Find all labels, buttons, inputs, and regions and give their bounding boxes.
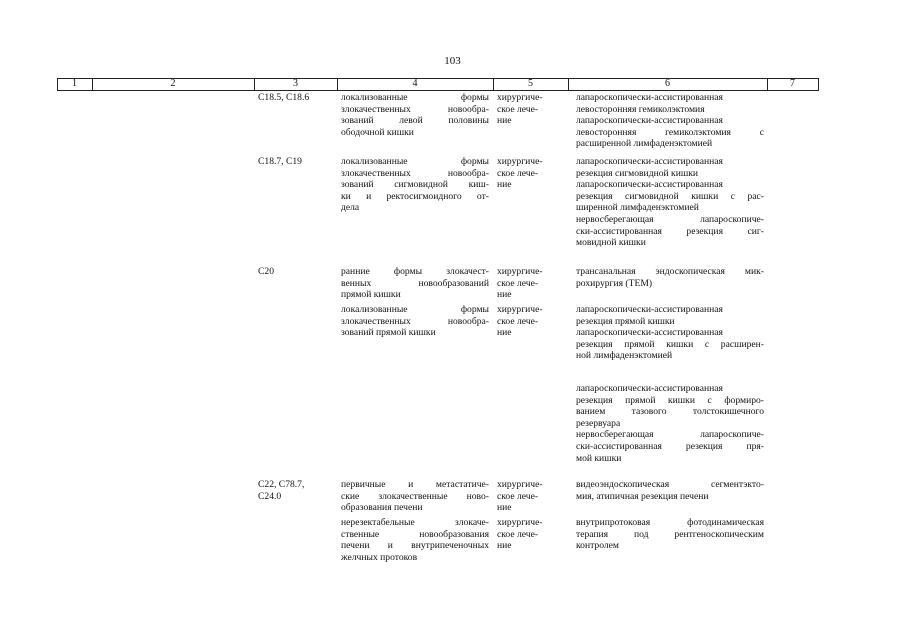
cell-line: ское лече- xyxy=(497,490,539,502)
cell-method xyxy=(576,92,764,150)
cell-condition xyxy=(341,266,489,301)
cell-line: ское лече- xyxy=(497,277,539,289)
cell-line: ние xyxy=(497,327,512,339)
cell-treatment xyxy=(497,304,564,339)
cell-line: ственные новообразования xyxy=(341,528,489,540)
cell-line: трансанальная эндоскопическая мик- xyxy=(576,266,764,277)
cell-line: ванием тазового толстокишечного xyxy=(576,406,764,418)
cell-code xyxy=(258,92,332,104)
cell-treatment xyxy=(497,479,564,514)
cell-line: нервосберегающая лапароскопиче- xyxy=(576,429,764,441)
cell-line: мия, атипичная резекция печени xyxy=(576,490,709,502)
cell-line: ранние формы злокачест- xyxy=(341,266,489,277)
cell-line: контролем xyxy=(576,540,619,552)
cell-condition xyxy=(341,92,489,138)
cell-line: резервуара xyxy=(576,417,621,429)
cell-method xyxy=(576,383,764,464)
cell-line: мой кишки xyxy=(576,452,622,464)
cell-line: нервосберегающая лапароскопиче- xyxy=(576,213,764,225)
cell-line: печени и внутрипеченочных xyxy=(341,540,489,552)
cell-line: образования печени xyxy=(341,502,423,514)
cell-line: венных новообразований xyxy=(341,277,489,289)
cell-line: хирургиче- xyxy=(497,517,543,528)
cell-line: ние xyxy=(497,502,512,514)
cell-line: хирургиче- xyxy=(497,156,543,167)
cell-line: зований левой половины xyxy=(341,115,489,127)
cell-line: мовидной кишки xyxy=(576,237,646,249)
cell-condition xyxy=(341,156,489,214)
cell-line: ободочной кишки xyxy=(341,126,414,138)
cell-line: локализованные формы xyxy=(341,92,489,103)
cell-line: лапароскопически-ассистированная xyxy=(576,156,723,167)
cell-line: ние xyxy=(497,540,512,552)
cell-line: лапароскопически-ассистированная xyxy=(576,179,723,191)
cell-code xyxy=(258,266,332,278)
cell-line: локализованные формы xyxy=(341,156,489,167)
cell-line: ние xyxy=(497,179,512,191)
cell-line: желчных протоков xyxy=(341,551,418,563)
column-header-7: 7 xyxy=(790,78,795,89)
cell-line: ское лече- xyxy=(497,103,539,115)
column-header-2: 2 xyxy=(170,78,176,89)
cell-code xyxy=(258,479,332,502)
cell-line: дела xyxy=(341,202,360,214)
cell-line: левосторонняя гемиколэктомия с xyxy=(576,126,764,138)
cell-condition xyxy=(341,479,489,514)
cell-treatment xyxy=(497,92,564,127)
cell-line: резекция сигмовидной кишки с рас- xyxy=(576,190,764,202)
cell-line: хирургиче- xyxy=(497,266,543,277)
cell-line: ски-ассистированная резекция пря- xyxy=(576,440,764,452)
cell-line: хирургиче- xyxy=(497,304,543,315)
cell-line: ское лече- xyxy=(497,315,539,327)
cell-line: зований сигмовидной киш- xyxy=(341,179,489,191)
cell-line: лапароскопически-ассистированная xyxy=(576,115,723,127)
cell-line: лапароскопически-ассистированная xyxy=(576,383,723,394)
cell-method xyxy=(576,304,764,362)
cell-line: ки и ректосигмоидного от- xyxy=(341,190,489,202)
cell-line: внутрипротоковая фотодинамическая xyxy=(576,517,764,528)
cell-line: ние xyxy=(497,289,512,301)
cell-line: зований прямой кишки xyxy=(341,327,436,339)
cell-line: расширенной лимфаденэктомией xyxy=(576,138,713,150)
cell-line: терапия под рентгеноскопическим xyxy=(576,528,764,540)
cell-line: ски-ассистированная резекция сиг- xyxy=(576,225,764,237)
cell-line: резекция прямой кишки с расширен- xyxy=(576,338,764,350)
column-header-6: 6 xyxy=(665,78,670,89)
cell-condition xyxy=(341,304,489,339)
cell-condition xyxy=(341,517,489,563)
cell-line: хирургиче- xyxy=(497,479,543,490)
cell-treatment xyxy=(497,266,564,301)
cell-line: нерезектабельные злокаче- xyxy=(341,517,489,528)
cell-line: резекция сигмовидной кишки xyxy=(576,167,699,179)
cell-line: видеоэндоскопическая сегментэкто- xyxy=(576,479,764,490)
column-header-1: 1 xyxy=(72,78,77,89)
cell-line: С20 xyxy=(258,266,274,277)
cell-line: лапароскопически-ассистированная xyxy=(576,92,723,103)
cell-line: локализованные формы xyxy=(341,304,489,315)
cell-code xyxy=(258,156,332,168)
cell-treatment xyxy=(497,156,564,191)
cell-method xyxy=(576,517,764,552)
column-header-5: 5 xyxy=(528,78,533,89)
cell-line: прямой кишки xyxy=(341,289,401,301)
column-header-4: 4 xyxy=(412,78,418,89)
page-number: 103 xyxy=(444,55,461,67)
cell-line: злокачественных новообра- xyxy=(341,103,489,115)
cell-line: С18.7, С19 xyxy=(258,156,302,167)
cell-line: левосторонняя гемиколэктомия xyxy=(576,103,705,115)
cell-line: С24.0 xyxy=(258,490,282,502)
cell-method xyxy=(576,156,764,249)
cell-line: лапароскопически-ассистированная xyxy=(576,327,723,339)
cell-line: рохирургия (ТЕМ) xyxy=(576,277,653,289)
cell-line: лапароскопически-ассистированная xyxy=(576,304,723,315)
cell-line: резекция прямой кишки с формиро- xyxy=(576,394,764,406)
header-bottom-border xyxy=(57,90,819,91)
column-divider xyxy=(818,79,819,90)
cell-line: ские злокачественные ново- xyxy=(341,490,489,502)
cell-line: ское лече- xyxy=(497,528,539,540)
cell-line: резекция прямой кишки xyxy=(576,315,675,327)
cell-line: С18.5, С18.6 xyxy=(258,92,310,103)
cell-line: первичные и метастатиче- xyxy=(341,479,489,490)
cell-line: злокачественных новообра- xyxy=(341,167,489,179)
cell-line: злокачественных новообра- xyxy=(341,315,489,327)
cell-line: ширенной лимфаденэктомией xyxy=(576,202,699,214)
cell-method xyxy=(576,266,764,289)
cell-line: хирургиче- xyxy=(497,92,543,103)
cell-line: ной лимфаденэктомией xyxy=(576,350,673,362)
column-header-3: 3 xyxy=(293,78,298,89)
cell-line: С22, С78.7, xyxy=(258,479,305,490)
cell-line: ское лече- xyxy=(497,167,539,179)
cell-method xyxy=(576,479,764,502)
cell-treatment xyxy=(497,517,564,552)
cell-line: ние xyxy=(497,115,512,127)
